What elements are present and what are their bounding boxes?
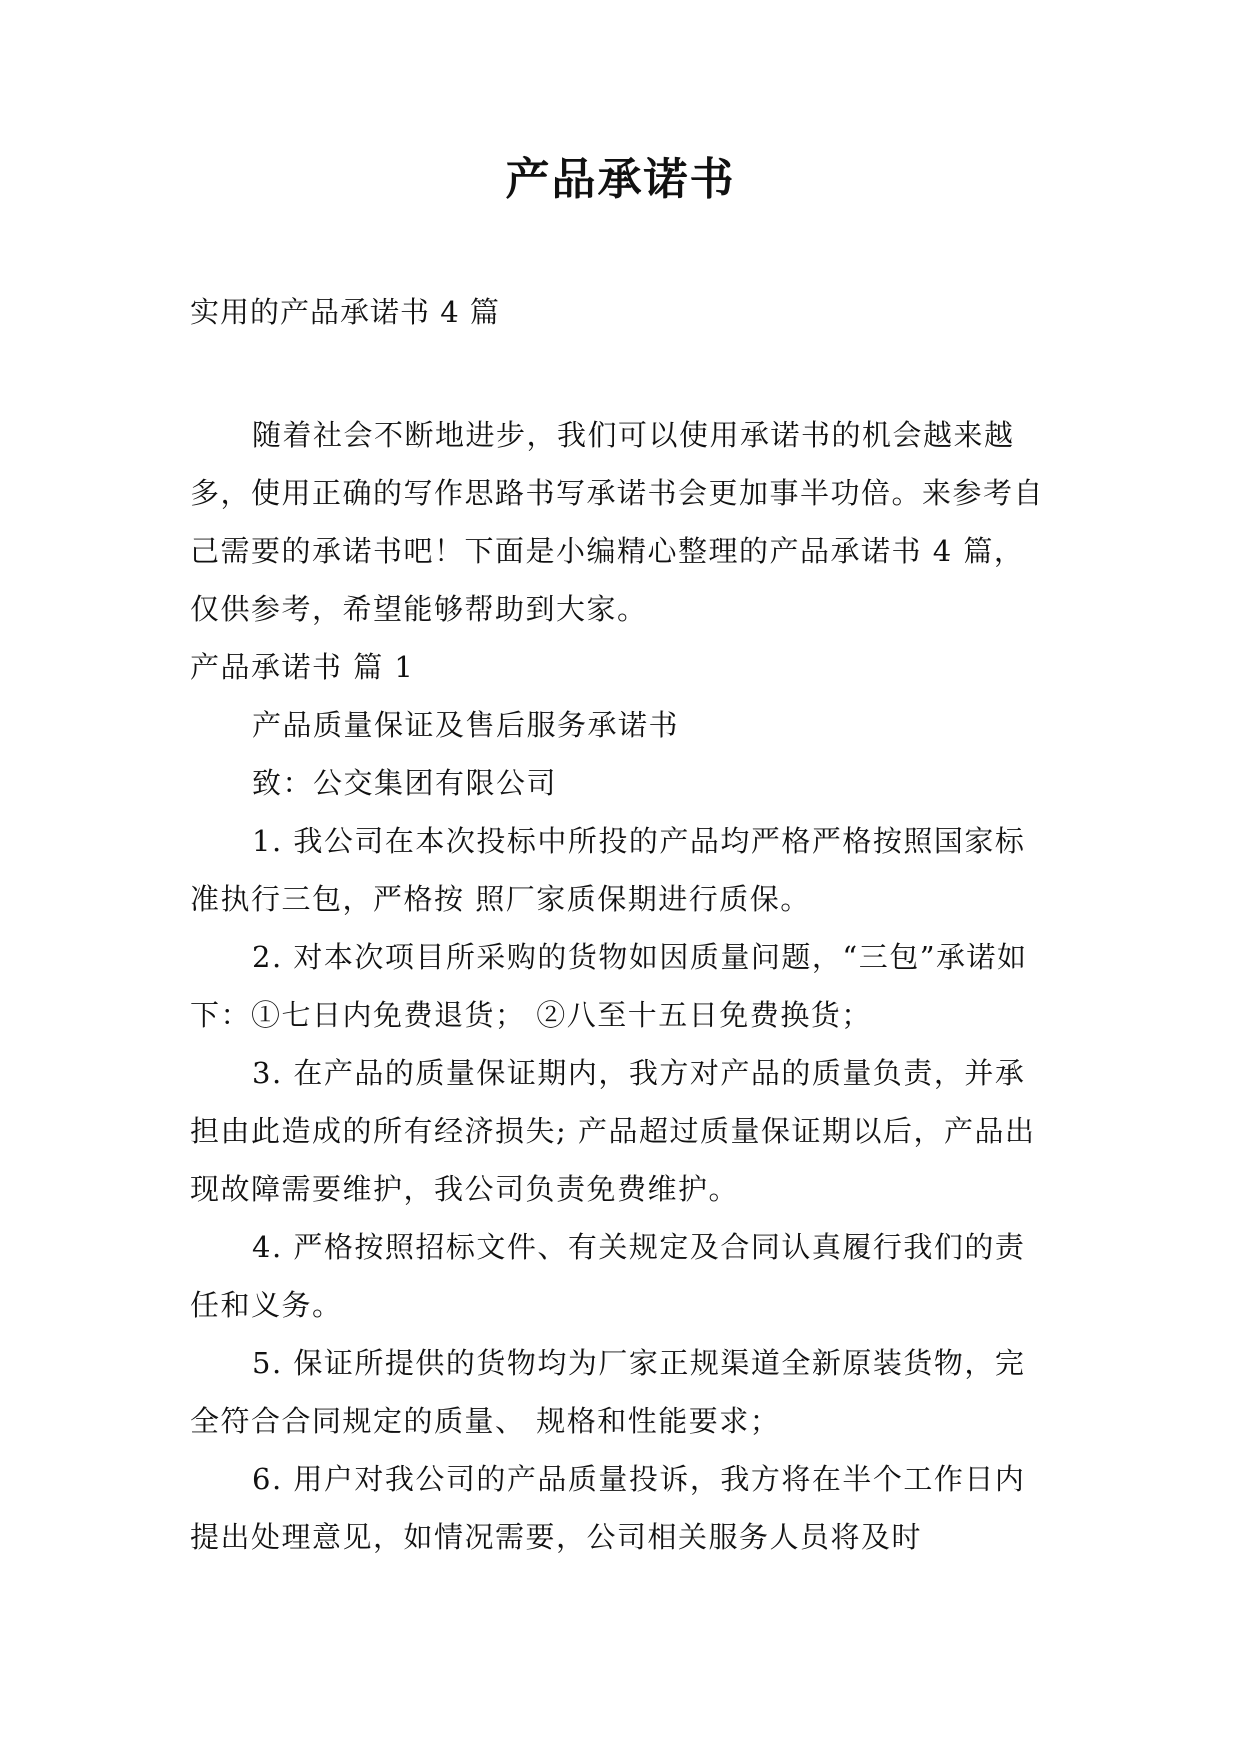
commitment-item-5: 5. 保证所提供的货物均为厂家正规渠道全新原装货物，完全符合合同规定的质量、 规格和性能要求； (190, 1346, 1026, 1438)
commitment-item-2: 2. 对本次项目所采购的货物如因质量问题，“三包”承诺如下：①七日内免费退货； ②八至十五日免费换货； (190, 940, 1028, 1032)
commitment-item-4: 4. 严格按照招标文件、有关规定及合同认真履行我们的责任和义务。 (190, 1230, 1026, 1322)
intro-paragraph: 随着社会不断地进步，我们可以使用承诺书的机会越来越多，使用正确的写作思路书写承诺书会更加事半功倍。来参考自己需要的承诺书吧！下面是小编精心整理的产品承诺书 4 篇，仅供参考，希望能够帮助到大家。 (190, 418, 1045, 626)
letter-title: 产品质量保证及售后服务承诺书 (252, 708, 680, 742)
page-title: 产品承诺书 (505, 154, 736, 205)
letter-recipient: 致：公交集团有限公司 (252, 766, 558, 800)
commitment-item-6: 6. 用户对我公司的产品质量投诉，我方将在半个工作日内提出处理意见，如情况需要，公司相关服务人员将及时 (190, 1462, 1026, 1554)
commitment-item-3: 3. 在产品的质量保证期内，我方对产品的质量负责，并承担由此造成的所有经济损失; 产品超过质量保证期以后，产品出现故障需要维护，我公司负责免费维护。 (190, 1056, 1036, 1206)
document-body (190, 406, 1050, 1566)
section-heading: 产品承诺书 篇 1 (190, 650, 415, 684)
document-subtitle: 实用的产品承诺书 4 篇 (190, 295, 500, 329)
commitment-item-1: 1. 我公司在本次投标中所投的产品均严格严格按照国家标准执行三包，严格按 照厂家质保期进行质保。 (190, 824, 1026, 916)
